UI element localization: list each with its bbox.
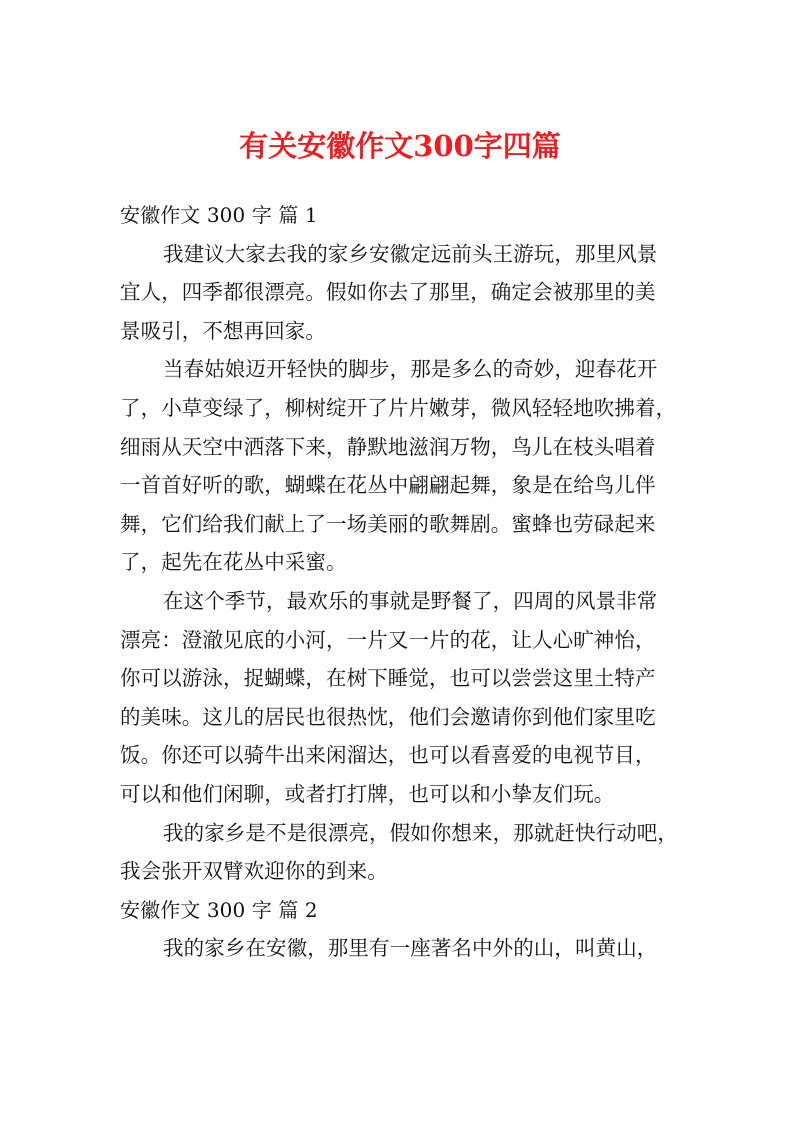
paragraph-line: 的美味。这儿的居民也很热忱，他们会邀请你到他们家里吃: [120, 704, 656, 729]
paragraph-line: 我会张开双臂欢迎你的到来。: [120, 859, 388, 884]
document-body: [120, 196, 690, 968]
document-title: 有关安徽作文300字四篇: [239, 129, 561, 163]
paragraph-line: 一首首好听的歌，蝴蝶在花丛中翩翩起舞，象是在给鸟儿伴: [120, 473, 656, 498]
paragraph-line: 我的家乡在安徽，那里有一座著名中外的山，叫黄山，: [163, 936, 658, 961]
paragraph-line: 漂亮：澄澈见底的小河，一片又一片的花，让人心旷神怡，: [120, 627, 656, 652]
paragraph-line: 景吸引，不想再回家。: [120, 318, 326, 343]
paragraph-line: 可以和他们闲聊，或者打打牌，也可以和小挚友们玩。: [120, 781, 615, 806]
section-heading: 安徽作文 300 字 篇 1: [120, 203, 318, 227]
paragraph-line: 宜人，四季都很漂亮。假如你去了那里，确定会被那里的美: [120, 280, 656, 305]
paragraph-line: 我建议大家去我的家乡安徽定远前头王游玩，那里风景: [163, 241, 658, 266]
paragraph-line: 细雨从天空中洒落下来，静默地滋润万物，鸟儿在枝头唱着: [120, 434, 656, 459]
paragraph-line: 在这个季节，最欢乐的事就是野餐了，四周的风景非常: [163, 588, 658, 613]
paragraph-line: 舞，它们给我们献上了一场美丽的歌舞剧。蜜蜂也劳碌起来: [120, 511, 656, 536]
paragraph-line: 了，起先在花丛中采蜜。: [120, 550, 347, 575]
paragraph-line: 了，小草变绿了，柳树绽开了片片嫩芽，微风轻轻地吹拂着，: [120, 395, 677, 420]
paragraph-line: 你可以游泳，捉蝴蝶，在树下睡觉，也可以尝尝这里土特产: [120, 666, 656, 691]
paragraph-line: 饭。你还可以骑牛出来闲溜达，也可以看喜爱的电视节目，: [120, 743, 656, 768]
paragraph-line: 当春姑娘迈开轻快的脚步，那是多么的奇妙，迎春花开: [163, 357, 658, 382]
paragraph-line: 我的家乡是不是很漂亮，假如你想来，那就赶快行动吧，: [163, 820, 678, 845]
section-heading: 安徽作文 300 字 篇 2: [120, 897, 318, 922]
